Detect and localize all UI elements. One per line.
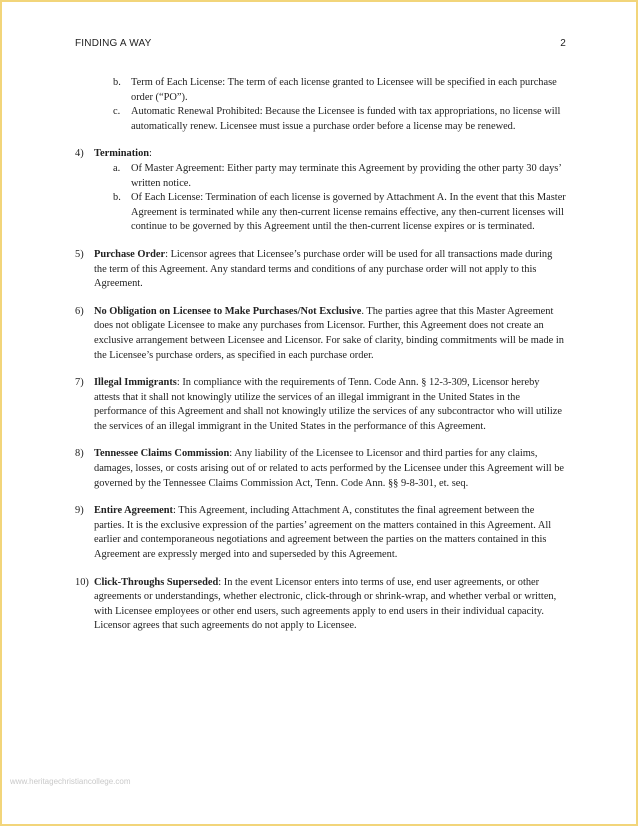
section-number: 6): [75, 305, 84, 317]
section-text: : In compliance with the requirements of Tenn. Code Ann. § 12-3-309, Licensor hereby attests that it shall not knowingly utilize the services of an illegal immigrant in the United States in the performance of this Agreement and shall not knowingly utilize the services of any subcontractor who will utilize the services of an illegal immigrant in the United States in the performance of this Agreement.: [94, 377, 563, 432]
section-termination: [75, 147, 567, 235]
section-text: . The parties agree that this Master Agreement does not obligate Licensee to make any purchases from Licensor. Further, this Agreement does not create an exclusive arrangement between Licensee and Licensor. For sake of clarity, binding commitments will be made in the Licensee’s purchase orders, as specified in each purchase order.: [94, 305, 564, 361]
section-heading: Click-Throughs Superseded: [94, 576, 219, 588]
section-heading: No Obligation on Licensee to Make Purchases/Not Exclusive: [94, 305, 362, 317]
subitem-label: b.: [113, 77, 121, 88]
continued-subitems: [113, 76, 567, 134]
subitem: [113, 162, 567, 191]
section-heading: Entire Agreement: [94, 505, 173, 517]
watermark-text: www.heritagechristiancollege.com: [10, 777, 131, 786]
section-text: : This Agreement, including Attachment A, constitutes the final agreement between the parties. It is the exclusive expression of the parties’ agreement on the matters contained in this Agreement. All earlier and contemporaneous negotiations and agreement between the parties on the matters contained in this Agreement are expressly merged into and superseded by this Agreement.: [94, 505, 552, 561]
section-number: 10): [75, 576, 89, 588]
section-text: : Any liability of the Licensee to Licensor and third parties for any claims, damages, losses, or costs arising out of or related to acts performed by the Licensee under this Agreement will be governed by the Tennessee Claims Commission Act, Tenn. Code Ann. §§ 9-8-301, et. seq.: [94, 448, 565, 489]
section-click-throughs: [75, 576, 567, 634]
section-text: :: [149, 148, 152, 160]
section-text: : In the event Licensor enters into terms of use, end user agreements, or other agreements or understandings, whether electronic, click-through or shrink-wrap, and whether verbal or written, with Licensee employees or other end users, such agreements apply to end users in their individual capacity. Licensor agrees that such agreements do not apply to Licensee.: [94, 576, 557, 632]
subitem-label: a.: [113, 162, 121, 174]
section-text: : Licensor agrees that Licensee’s purchase order will be used for all transactions made during the term of this Agreement. Any standard terms and conditions of any purchase order will not apply to this Agreement.: [94, 248, 553, 290]
section-number: 9): [75, 505, 84, 517]
subitem-label: b.: [113, 192, 121, 204]
subitem-text: Automatic Renewal Prohibited: Because the Licensee is funded with tax appropriations, no license will automatically renew. Licensee must issue a purchase order before a license may be renewed.: [131, 106, 561, 132]
section-entire-agreement: [75, 504, 567, 562]
section-heading: Termination: [94, 148, 150, 160]
subitem: [113, 76, 567, 105]
subitem-label: c.: [113, 106, 121, 118]
section-no-obligation: [75, 305, 567, 363]
subitem: [113, 191, 567, 235]
subitem-text: Of Master Agreement: Either party may terminate this Agreement by providing the other party 30 days’ written notice.: [131, 162, 562, 189]
section-heading: Tennessee Claims Commission: [94, 448, 230, 460]
document-title: FINDING A WAY: [75, 38, 152, 49]
section-claims-commission: [75, 447, 567, 491]
subitem: [113, 105, 567, 134]
section-number: 5): [75, 248, 84, 260]
subitem-text: Of Each License: Termination of each license is governed by Attachment A. In the event that this Master Agreement is terminated while any then-current license remains effective, any then-current licenses will continue to be governed by this Agreement until the then-current license expires or is terminated.: [131, 192, 566, 233]
section-number: 8): [75, 448, 84, 460]
section-subitems: [113, 162, 567, 235]
section-purchase-order: [75, 248, 567, 292]
subitem-text: Term of Each License: The term of each license granted to Licensee will be specified in each purchase order (“PO”).: [131, 77, 557, 103]
section-heading: Illegal Immigrants: [94, 377, 177, 389]
document-body: [75, 76, 567, 647]
section-heading: Purchase Order: [94, 248, 166, 260]
section-number: 4): [75, 148, 84, 160]
section-illegal-immigrants: [75, 376, 567, 434]
section-number: 7): [75, 377, 84, 389]
page-number: 2: [560, 38, 566, 49]
